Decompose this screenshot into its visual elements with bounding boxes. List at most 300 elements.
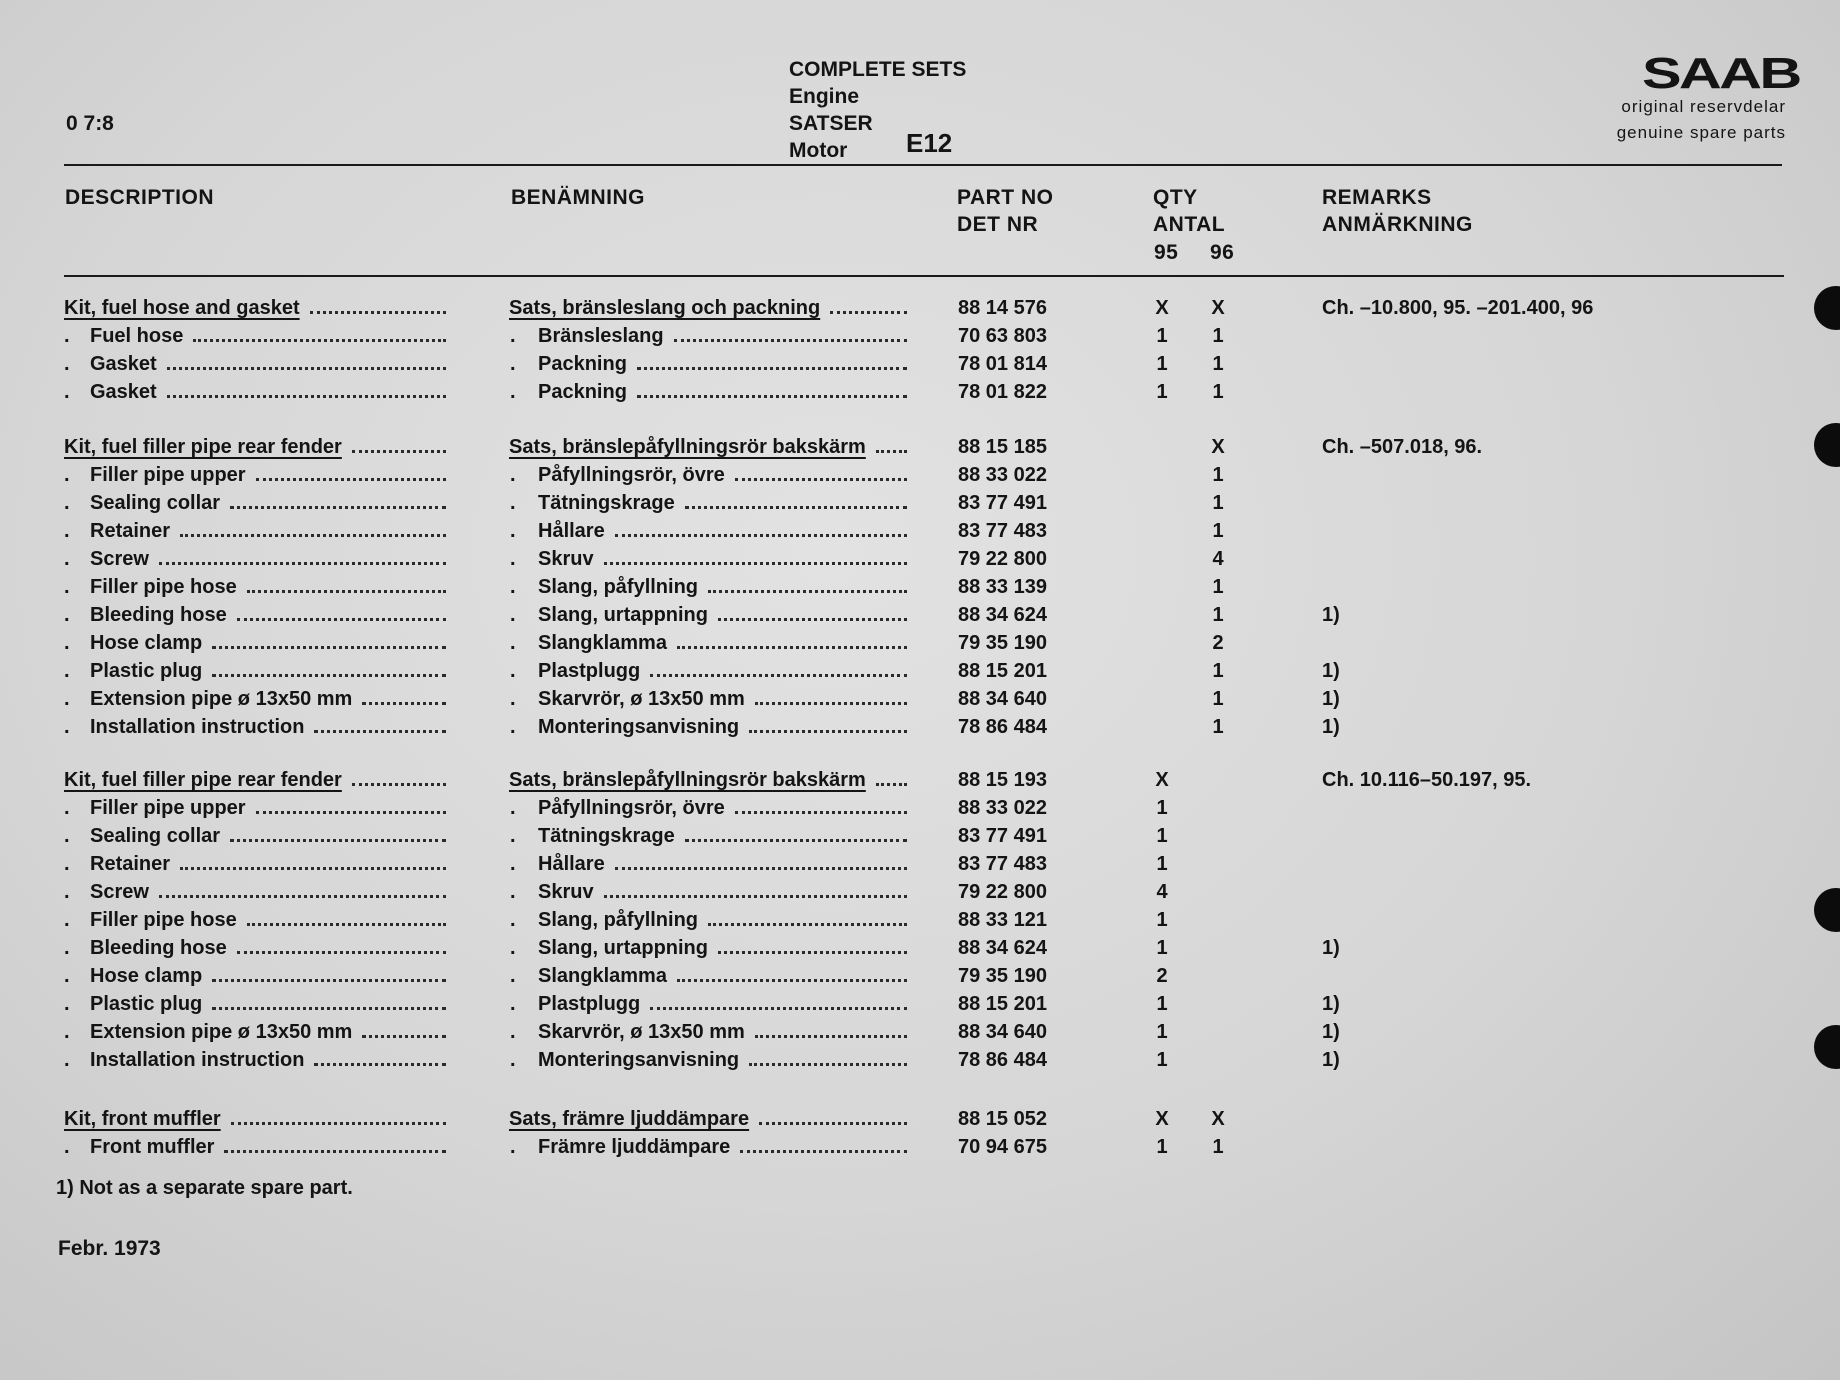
part-number-cell: 88 33 022: [958, 464, 1047, 486]
benamning-cell-text: Slang, påfyllning: [538, 909, 699, 931]
qty-96-cell: 1: [1212, 1136, 1224, 1158]
dot-leader: [224, 1150, 446, 1153]
qty-95-cell: X: [1155, 297, 1169, 319]
table-row: [0, 990, 1840, 1018]
subtitle-sv: Motor: [789, 139, 848, 162]
benamning-cell-text: Sats, bränslepåfyllningsrör bakskärm: [509, 769, 866, 791]
description-cell-text: Retainer: [90, 853, 171, 875]
description-cell-text: Plastic plug: [90, 660, 203, 682]
title-sv: SATSER: [789, 112, 873, 135]
item-bullet: .: [64, 548, 70, 570]
benamning-cell: [538, 990, 913, 1018]
qty-96-cell: X: [1211, 436, 1225, 458]
qty-95-cell: 2: [1156, 965, 1168, 987]
item-bullet: .: [510, 1021, 516, 1043]
tagline-sv: original reservdelar: [1621, 97, 1786, 116]
dot-leader: [237, 618, 446, 621]
item-bullet: .: [64, 660, 70, 682]
qty-96-cell: 4: [1212, 548, 1224, 570]
remarks-cell: 1): [1322, 716, 1340, 738]
saab-logo: SAAB: [1642, 49, 1800, 98]
qty-95-cell: 1: [1156, 825, 1168, 847]
benamning-cell: [538, 878, 913, 906]
item-bullet: .: [64, 1021, 70, 1043]
col-qty-en: QTY: [1153, 186, 1198, 209]
description-cell: [90, 794, 452, 822]
description-cell: [90, 1133, 452, 1161]
dot-leader: [212, 646, 446, 649]
part-number-cell: 78 01 814: [958, 353, 1047, 375]
qty-95-cell: 1: [1156, 797, 1168, 819]
description-cell: [90, 822, 452, 850]
qty-96-cell: 1: [1212, 604, 1224, 626]
description-cell: [90, 350, 452, 378]
dot-leader: [604, 562, 907, 565]
description-cell-text: Extension pipe ø 13x50 mm: [90, 1021, 353, 1043]
benamning-cell: [538, 629, 913, 657]
col-model-95: 95: [1154, 241, 1179, 264]
benamning-cell: [538, 1046, 913, 1074]
description-cell: [90, 713, 452, 741]
col-benamning: BENÄMNING: [511, 186, 645, 209]
dot-leader: [735, 478, 907, 481]
item-bullet: .: [64, 688, 70, 710]
table-row: [0, 934, 1840, 962]
dot-leader: [708, 923, 907, 926]
item-bullet: .: [64, 520, 70, 542]
description-cell: [90, 378, 452, 406]
remarks-cell: 1): [1322, 1021, 1340, 1043]
description-cell-text: Kit, fuel filler pipe rear fender: [64, 769, 342, 791]
qty-95-cell: X: [1155, 769, 1169, 791]
benamning-cell-text: Monteringsanvisning: [538, 1049, 740, 1071]
item-bullet: .: [64, 464, 70, 486]
description-cell: [64, 294, 452, 322]
benamning-cell-text: Slang, påfyllning: [538, 576, 699, 598]
part-number-cell: 88 34 624: [958, 937, 1047, 959]
table-row: [0, 878, 1840, 906]
benamning-cell-text: Påfyllningsrör, övre: [538, 464, 725, 486]
dot-leader: [650, 1007, 907, 1010]
dot-leader: [352, 783, 446, 786]
part-number-cell: 79 35 190: [958, 632, 1047, 654]
item-bullet: .: [510, 797, 516, 819]
item-bullet: .: [64, 993, 70, 1015]
title-en: COMPLETE SETS: [789, 58, 967, 81]
dot-leader: [685, 506, 907, 509]
item-bullet: .: [510, 548, 516, 570]
description-cell-text: Filler pipe upper: [90, 797, 246, 819]
part-number-cell: 88 15 201: [958, 660, 1047, 682]
item-bullet: .: [510, 1049, 516, 1071]
table-row: [0, 962, 1840, 990]
description-cell-text: Front muffler: [90, 1136, 215, 1158]
page-reference: 0 7:8: [66, 112, 114, 135]
table-row: [0, 629, 1840, 657]
item-bullet: .: [510, 576, 516, 598]
item-bullet: .: [510, 353, 516, 375]
remarks-cell: Ch. 10.116–50.197, 95.: [1322, 769, 1532, 791]
qty-95-cell: 1: [1156, 381, 1168, 403]
col-model-96: 96: [1210, 241, 1235, 264]
tagline-en: genuine spare parts: [1616, 123, 1786, 142]
qty-95-cell: 1: [1156, 325, 1168, 347]
item-bullet: .: [510, 993, 516, 1015]
part-number-cell: 70 63 803: [958, 325, 1047, 347]
dot-leader: [256, 478, 446, 481]
item-bullet: .: [510, 853, 516, 875]
description-cell-text: Installation instruction: [90, 1049, 305, 1071]
item-bullet: .: [510, 825, 516, 847]
dot-leader: [230, 839, 446, 842]
dot-leader: [167, 395, 446, 398]
table-row: [0, 906, 1840, 934]
item-bullet: .: [64, 632, 70, 654]
dot-leader: [310, 311, 446, 314]
item-bullet: .: [64, 825, 70, 847]
benamning-cell: [538, 573, 913, 601]
remarks-cell: 1): [1322, 660, 1340, 682]
remarks-cell: 1): [1322, 993, 1340, 1015]
subtitle-en: Engine: [789, 85, 860, 108]
dot-leader: [876, 783, 907, 786]
part-number-cell: 83 77 491: [958, 825, 1047, 847]
qty-95-cell: 1: [1156, 993, 1168, 1015]
qty-96-cell: 1: [1212, 381, 1224, 403]
benamning-cell: [538, 822, 913, 850]
table-row: [0, 685, 1840, 713]
description-cell: [90, 1046, 452, 1074]
dot-leader: [237, 951, 446, 954]
qty-96-cell: 1: [1212, 492, 1224, 514]
description-cell: [64, 1105, 452, 1133]
benamning-cell-text: Slangklamma: [538, 632, 667, 654]
item-bullet: .: [64, 881, 70, 903]
dot-leader: [685, 839, 907, 842]
remarks-cell: Ch. –507.018, 96.: [1322, 436, 1483, 458]
benamning-cell: [538, 713, 913, 741]
part-number-cell: 88 34 640: [958, 688, 1047, 710]
benamning-cell-text: Hållare: [538, 853, 605, 875]
dot-leader: [755, 1035, 907, 1038]
qty-95-cell: 4: [1156, 881, 1168, 903]
dot-leader: [256, 811, 446, 814]
dot-leader: [674, 339, 907, 342]
col-qty-sv: ANTAL: [1153, 213, 1226, 236]
benamning-cell: [538, 850, 913, 878]
table-row: [0, 1046, 1840, 1074]
benamning-cell-text: Påfyllningsrör, övre: [538, 797, 725, 819]
dot-leader: [637, 367, 907, 370]
table-row: [0, 657, 1840, 685]
col-remarks-en: REMARKS: [1322, 186, 1432, 209]
part-number-cell: 78 86 484: [958, 1049, 1047, 1071]
benamning-cell: [538, 489, 913, 517]
benamning-cell-text: Slang, urtappning: [538, 937, 708, 959]
item-bullet: .: [64, 492, 70, 514]
dot-leader: [759, 1122, 907, 1125]
item-bullet: .: [64, 965, 70, 987]
benamning-cell: [509, 294, 913, 322]
benamning-cell: [538, 601, 913, 629]
qty-96-cell: X: [1211, 1108, 1225, 1130]
benamning-cell: [509, 766, 913, 794]
item-bullet: .: [64, 353, 70, 375]
benamning-cell-text: Skarvrör, ø 13x50 mm: [538, 1021, 745, 1043]
part-number-cell: 79 22 800: [958, 881, 1047, 903]
description-cell: [64, 766, 452, 794]
kit-row: [0, 433, 1840, 461]
qty-95-cell: 1: [1156, 1136, 1168, 1158]
description-cell-text: Filler pipe hose: [90, 909, 237, 931]
remarks-cell: 1): [1322, 937, 1340, 959]
remarks-cell: 1): [1322, 604, 1340, 626]
item-bullet: .: [64, 381, 70, 403]
part-number-cell: 88 14 576: [958, 297, 1047, 319]
dot-leader: [876, 450, 907, 453]
benamning-cell: [538, 350, 913, 378]
benamning-cell: [538, 545, 913, 573]
item-bullet: .: [510, 909, 516, 931]
qty-95-cell: 1: [1156, 353, 1168, 375]
qty-95-cell: X: [1155, 1108, 1169, 1130]
dot-leader: [740, 1150, 907, 1153]
description-cell: [90, 461, 452, 489]
table-row: [0, 822, 1840, 850]
description-cell-text: Kit, fuel filler pipe rear fender: [64, 436, 342, 458]
benamning-cell: [538, 657, 913, 685]
description-cell: [90, 934, 452, 962]
table-row: [0, 1133, 1840, 1161]
table-row: [0, 517, 1840, 545]
qty-96-cell: 1: [1212, 464, 1224, 486]
engine-code: E12: [906, 128, 953, 158]
description-cell-text: Kit, front muffler: [64, 1108, 221, 1130]
benamning-cell: [538, 517, 913, 545]
description-cell-text: Fuel hose: [90, 325, 184, 347]
dot-leader: [830, 311, 907, 314]
description-cell-text: Retainer: [90, 520, 171, 542]
dot-leader: [193, 339, 446, 342]
part-number-cell: 79 35 190: [958, 965, 1047, 987]
dot-leader: [167, 367, 446, 370]
table-row: [0, 713, 1840, 741]
dot-leader: [352, 450, 446, 453]
description-cell: [90, 990, 452, 1018]
part-number-cell: 70 94 675: [958, 1136, 1047, 1158]
benamning-cell-text: Sats, bränsleslang och packning: [509, 297, 821, 319]
dot-leader: [247, 590, 446, 593]
part-number-cell: 88 34 640: [958, 1021, 1047, 1043]
qty-95-cell: 1: [1156, 853, 1168, 875]
benamning-cell-text: Skruv: [538, 881, 594, 903]
part-number-cell: 78 86 484: [958, 716, 1047, 738]
item-bullet: .: [64, 853, 70, 875]
col-remarks-sv: ANMÄRKNING: [1322, 213, 1473, 236]
part-number-cell: 88 15 185: [958, 436, 1047, 458]
qty-95-cell: 1: [1156, 1049, 1168, 1071]
benamning-cell-text: Packning: [538, 353, 627, 375]
dot-leader: [180, 534, 446, 537]
qty-96-cell: X: [1211, 297, 1225, 319]
description-cell: [90, 489, 452, 517]
description-cell-text: Bleeding hose: [90, 937, 227, 959]
dot-leader: [615, 867, 907, 870]
qty-96-cell: 1: [1212, 660, 1224, 682]
benamning-cell: [538, 934, 913, 962]
description-cell-text: Plastic plug: [90, 993, 203, 1015]
item-bullet: .: [510, 381, 516, 403]
qty-96-cell: 1: [1212, 520, 1224, 542]
qty-96-cell: 1: [1212, 353, 1224, 375]
description-cell: [90, 573, 452, 601]
remarks-cell: 1): [1322, 1049, 1340, 1071]
item-bullet: .: [510, 716, 516, 738]
qty-96-cell: 1: [1212, 325, 1224, 347]
dot-leader: [677, 979, 907, 982]
dot-leader: [314, 1063, 446, 1066]
description-cell: [90, 850, 452, 878]
dot-leader: [362, 702, 446, 705]
item-bullet: .: [64, 716, 70, 738]
dot-leader: [180, 867, 446, 870]
part-number-cell: 83 77 483: [958, 853, 1047, 875]
description-cell-text: Sealing collar: [90, 825, 221, 847]
part-number-cell: 88 33 139: [958, 576, 1047, 598]
dot-leader: [749, 730, 907, 733]
benamning-cell-text: Slangklamma: [538, 965, 667, 987]
description-cell: [90, 878, 452, 906]
item-bullet: .: [510, 604, 516, 626]
dot-leader: [718, 618, 907, 621]
description-cell-text: Kit, fuel hose and gasket: [64, 297, 300, 319]
qty-96-cell: 1: [1212, 716, 1224, 738]
part-number-cell: 88 33 121: [958, 909, 1047, 931]
dot-leader: [604, 895, 907, 898]
qty-95-cell: 1: [1156, 937, 1168, 959]
table-row: [0, 378, 1840, 406]
item-bullet: .: [510, 937, 516, 959]
dot-leader: [362, 1035, 446, 1038]
benamning-cell-text: Skarvrör, ø 13x50 mm: [538, 688, 745, 710]
description-cell-text: Extension pipe ø 13x50 mm: [90, 688, 353, 710]
table-row: [0, 545, 1840, 573]
dot-leader: [708, 590, 907, 593]
table-row: [0, 794, 1840, 822]
part-number-cell: 83 77 491: [958, 492, 1047, 514]
remarks-cell: Ch. –10.800, 95. –201.400, 96: [1322, 297, 1594, 319]
item-bullet: .: [510, 881, 516, 903]
benamning-cell-text: Sats, bränslepåfyllningsrör bakskärm: [509, 436, 866, 458]
kit-row: [0, 1105, 1840, 1133]
qty-95-cell: 1: [1156, 909, 1168, 931]
description-cell: [90, 962, 452, 990]
col-part-no-en: PART NO: [957, 186, 1054, 209]
qty-95-cell: 1: [1156, 1021, 1168, 1043]
col-part-no-sv: DET NR: [957, 213, 1039, 236]
part-number-cell: 88 15 052: [958, 1108, 1047, 1130]
description-cell: [90, 906, 452, 934]
description-cell-text: Filler pipe upper: [90, 464, 246, 486]
description-cell-text: Bleeding hose: [90, 604, 227, 626]
item-bullet: .: [64, 325, 70, 347]
description-cell-text: Gasket: [90, 353, 157, 375]
benamning-cell: [538, 685, 913, 713]
kit-row: [0, 294, 1840, 322]
dot-leader: [231, 1122, 446, 1125]
description-cell: [90, 629, 452, 657]
footnote: 1) Not as a separate spare part.: [56, 1177, 353, 1199]
description-cell: [90, 685, 452, 713]
description-cell: [90, 545, 452, 573]
qty-96-cell: 2: [1212, 632, 1224, 654]
description-cell: [90, 517, 452, 545]
dot-leader: [677, 646, 907, 649]
dot-leader: [247, 923, 446, 926]
item-bullet: .: [510, 688, 516, 710]
part-number-cell: 88 15 193: [958, 769, 1047, 791]
description-cell-text: Installation instruction: [90, 716, 305, 738]
part-number-cell: 88 15 201: [958, 993, 1047, 1015]
dot-leader: [159, 562, 446, 565]
description-cell-text: Gasket: [90, 381, 157, 403]
dot-leader: [212, 674, 446, 677]
dot-leader: [230, 506, 446, 509]
benamning-cell-text: Packning: [538, 381, 627, 403]
dot-leader: [755, 702, 907, 705]
description-cell-text: Screw: [90, 881, 149, 903]
dot-leader: [212, 979, 446, 982]
benamning-cell-text: Sats, främre ljuddämpare: [509, 1108, 750, 1130]
part-number-cell: 79 22 800: [958, 548, 1047, 570]
description-cell-text: Filler pipe hose: [90, 576, 237, 598]
item-bullet: .: [64, 576, 70, 598]
col-description: DESCRIPTION: [65, 186, 215, 209]
benamning-cell-text: Slang, urtappning: [538, 604, 708, 626]
dot-leader: [314, 730, 446, 733]
part-number-cell: 78 01 822: [958, 381, 1047, 403]
table-row: [0, 461, 1840, 489]
item-bullet: .: [510, 965, 516, 987]
benamning-cell: [538, 906, 913, 934]
item-bullet: .: [64, 909, 70, 931]
description-cell-text: Screw: [90, 548, 149, 570]
dot-leader: [718, 951, 907, 954]
description-cell: [90, 657, 452, 685]
description-cell-text: Hose clamp: [90, 632, 203, 654]
benamning-cell: [509, 433, 913, 461]
dot-leader: [159, 895, 446, 898]
benamning-cell: [538, 1018, 913, 1046]
benamning-cell-text: Plastplugg: [538, 660, 641, 682]
item-bullet: .: [64, 797, 70, 819]
benamning-cell-text: Bränsleslang: [538, 325, 664, 347]
kit-row: [0, 766, 1840, 794]
item-bullet: .: [510, 325, 516, 347]
dot-leader: [735, 811, 907, 814]
benamning-cell-text: Tätningskrage: [538, 492, 675, 514]
description-cell-text: Hose clamp: [90, 965, 203, 987]
part-number-cell: 88 34 624: [958, 604, 1047, 626]
benamning-cell-text: Monteringsanvisning: [538, 716, 740, 738]
part-number-cell: 83 77 483: [958, 520, 1047, 542]
publication-date: Febr. 1973: [58, 1237, 161, 1260]
remarks-cell: 1): [1322, 688, 1340, 710]
item-bullet: .: [510, 492, 516, 514]
item-bullet: .: [64, 1049, 70, 1071]
benamning-cell: [509, 1105, 913, 1133]
benamning-cell-text: Plastplugg: [538, 993, 641, 1015]
